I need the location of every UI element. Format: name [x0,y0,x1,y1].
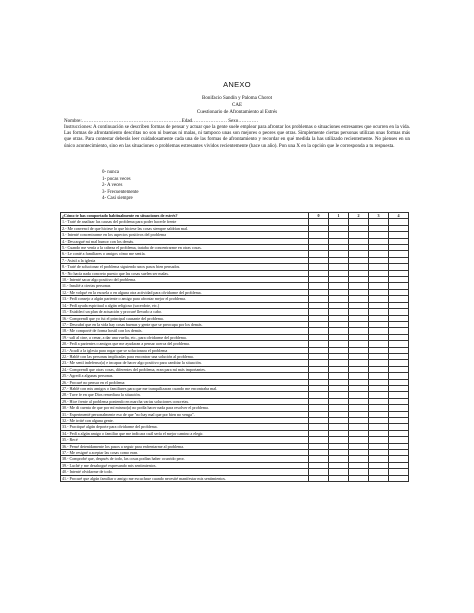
item-text: 1.- Traté de analizar las causas del problema para poder hacerle frente [61,219,309,225]
option-header: 2 [349,213,369,219]
table-row [61,475,409,481]
item-text: 32.- Me irrité con alguna gente. [61,418,309,424]
answer-cell[interactable] [329,475,349,481]
item-text: 28.- Tuve fe en que Dios remediara la situación. [61,392,309,398]
annex-heading: ANEXO [223,80,251,89]
item-text: 2.- Me convencí de que hiciese lo que hiciese las cosas siempre saldrían mal. [61,225,309,231]
item-text: 6.- Le conté a familiares o amigos cómo me sentía. [61,251,309,257]
item-text: 33.- Practiqué algún deporte para olvidarme del problema. [61,424,309,430]
scale-option: 2- A veces [102,183,123,188]
questionnaire-table [60,212,409,482]
scale-option: 3- Frecuentemente [102,189,139,195]
item-text: 3.- Intenté concentrarme en los aspectos positivos del problema [61,232,309,238]
scale-option: 1- pocas veces [102,176,131,182]
instructions-paragraph: Instrucciones: A continuación se describen formas de pensar y actuar que la gente suele emplear para afrontar los problemas o situaciones estresantes que ocurren en la vida. Las formas de afrontamiento descritas no son ni buenas ni malas, ni tampoco unas son mejores o peores que otras. Simplemente ciertas personas utilizan unas formas más que otras. Para contestar deberás leer cuidadosamente cada una de las formas de afrontamiento y recordar en qué medida la has utilizado recientemente. No pienses en un único acontecimiento, sino en las situaciones o problemas estresantes vividos recientemente (hace un año). Pon una X en la opción que le corresponda a tu respuesta. [64,125,410,149]
item-text: 38.- Comprobé que, después de todo, las cosas podían haber ocurrido peor. [61,456,309,462]
item-text: 14.- Pedí ayuda espiritual a algún religioso (sacerdote, etc.) [61,302,309,308]
option-header: 3 [369,213,389,219]
item-text: 30.- Me di cuenta de que por mí mismo(a) no podía hacer nada para resolver el problema. [61,405,309,411]
authors-line: Bonifacio Sandín y Paloma Chorot [202,96,272,101]
scale-option: 0- nunca [102,170,119,175]
acronym-line: CAE [232,103,242,108]
item-text: 22.- Hablé con las personas implicadas para encontrar una solución al problema. [61,353,309,359]
respondent-fields: Nombre:……………………………………………………Edad………………… Sexo………… [64,119,259,124]
item-text: 10.- Intenté sacar algo positivo del problema. [61,277,309,283]
item-text: 23.- Me sentí indefenso(a) e incapaz de hacer algo positivo para cambiar la situación. [61,360,309,366]
item-text: 4.- Descargué mi mal humor con los demás. [61,238,309,244]
item-text: 15.- Establecí un plan de actuación y procuré llevarlo a cabo. [61,309,309,315]
answer-cell[interactable] [389,475,409,481]
questionnaire-title: Cuestionario de Afrontamiento al Estrés [196,110,278,115]
option-header: 0 [309,213,329,219]
item-text: 19.- salí al cine, a cenar, a dar una vuelta, etc., para olvidarme del problema. [61,334,309,340]
option-header: 1 [329,213,349,219]
item-text: 5.- Cuando me venía a la cabeza el problema, trataba de concentrarme en otras cosas. [61,245,309,251]
answer-cell[interactable] [309,475,329,481]
answer-cell[interactable] [369,475,389,481]
item-text: 35.- Recé [61,437,309,443]
item-text: 21.- Acudí a la iglesia para rogar que se solucionara el problema [61,347,309,353]
item-text: 17.- Descubrí que en la vida hay cosas buenas y gente que se preocupa por los demás. [61,321,309,327]
item-text: 11.- Insulté a ciertas personas [61,283,309,289]
scale-option: 4- Casi siempre [102,196,133,201]
item-text: 7.- Asistí a la iglesia [61,257,309,263]
response-scale [102,170,139,203]
item-text: 16.- Comprendí que yo fui el principal causante del problema. [61,315,309,321]
item-text: 41.- Procuré que algún familiar o amigo me escuchase cuando necesité manifestar mis sentimientos. [61,475,309,481]
item-text: 34.- Pedí a algún amigo o familiar que me indicara cuál sería el mejor camino a elegir. [61,430,309,436]
item-text: 37.- Me resigné a aceptar las cosas como eran. [61,450,309,456]
question-header: ¿Cómo te has comportado habitualmente en situaciones de estrés? [61,213,309,219]
item-text: 26.- Procuré no pensar en el problema [61,379,309,385]
item-text: 40.- Intenté olvidarme de todo. [61,469,309,475]
item-text: 9.- No hacía nada concreto puesto que las cosas suelen ser malas. [61,270,309,276]
item-text: 24.- Comprendí que otras cosas, diferentes del problema, eran para mí más importantes. [61,366,309,372]
item-text: 29.- Hice frente al problema poniendo en marcha varias soluciones concretas. [61,398,309,404]
item-text: 13.- Pedí consejo a algún pariente o amigo para afrontar mejor el problema. [61,296,309,302]
item-text: 39.- Luché y me desahogué expresando mis sentimientos. [61,462,309,468]
item-text: 36.- Pensé detenidamente los pasos a seguir para enfrentarme al problema. [61,443,309,449]
item-text: 25.- Agredí a algunas personas. [61,373,309,379]
item-text: 8.- Traté de solucionar el problema siguiendo unos pasos bien pensados. [61,264,309,270]
item-text: 31.- Experimenté personalmente eso de que "no hay mal que por bien no venga". [61,411,309,417]
item-text: 12.- Me volqué en la escuela o en alguna otra actividad para olvidarme del problema. [61,289,309,295]
option-header: 4 [389,213,409,219]
item-text: 18.- Me comporté de forma hostil con los demás. [61,328,309,334]
item-text: 20.- Pedí a parientes o amigos que me ayudaran a pensar acerca del problema. [61,341,309,347]
answer-cell[interactable] [349,475,369,481]
item-text: 27.- Hablé con mis amigos o familiares para que me tranquilizaran cuando me encontraba mal. [61,385,309,391]
